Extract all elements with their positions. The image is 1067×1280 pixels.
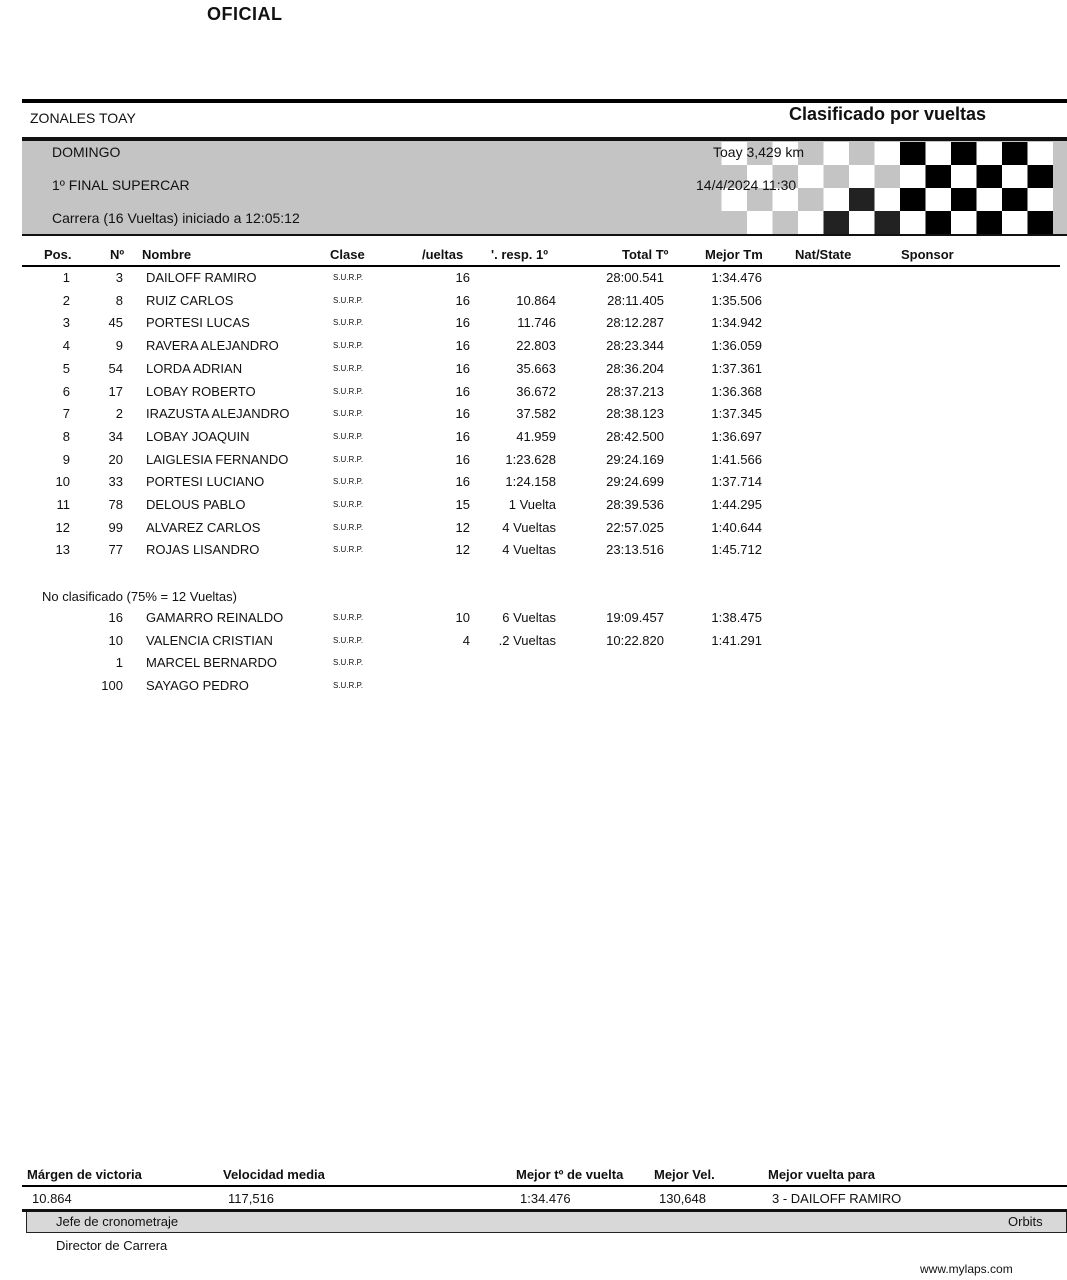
gap-cell: 1 Vuelta	[508, 497, 556, 512]
speed-label: Velocidad media	[223, 1167, 325, 1182]
laps-cell: 16	[455, 292, 470, 308]
table-row	[0, 452, 1067, 474]
flag-square	[875, 142, 901, 165]
driver-name-cell: LAIGLESIA FERNANDO	[146, 451, 289, 467]
gap-cell: 22.803	[516, 338, 556, 354]
flag-square	[926, 211, 952, 234]
total-time-cell: 23:13.516	[606, 542, 664, 558]
flag-square	[849, 188, 875, 211]
margin-label: Márgen de victoria	[27, 1167, 142, 1182]
class-cell: S.U.R.P.	[333, 500, 364, 509]
flag-square	[747, 211, 773, 234]
number-cell: 16	[108, 610, 123, 625]
flag-square	[875, 188, 901, 211]
flag-square	[798, 165, 824, 188]
flag-square	[1002, 142, 1028, 165]
flag-square	[977, 211, 1003, 234]
footer-divider	[22, 1185, 1067, 1187]
number-cell: 78	[108, 497, 123, 512]
driver-name-cell: PORTESI LUCAS	[146, 315, 250, 331]
total-time-cell: 28:38.123	[606, 406, 664, 422]
gap-cell: 10.864	[516, 292, 556, 308]
class-cell: S.U.R.P.	[333, 409, 364, 419]
best-lap-cell: 1:37.714	[711, 474, 762, 490]
timing-chief-label: Jefe de cronometraje	[56, 1214, 179, 1229]
flag-square	[900, 165, 926, 188]
table-row	[0, 542, 1067, 564]
col-header-best: Mejor Tm	[705, 247, 763, 262]
position-cell: 1	[62, 270, 70, 285]
flag-square	[900, 211, 926, 234]
col-header-name: Nombre	[142, 247, 192, 262]
laps-cell: 16	[455, 360, 470, 376]
position-cell: 3	[62, 315, 70, 331]
driver-name-cell: LOBAY ROBERTO	[146, 383, 256, 399]
table-row	[0, 293, 1067, 315]
flag-square	[977, 142, 1003, 165]
class-cell: S.U.R.P.	[333, 341, 364, 351]
laps-cell: 16	[455, 406, 470, 422]
table-row	[0, 361, 1067, 383]
laps-cell: 16	[455, 383, 470, 399]
best-lap-cell: 1:45.712	[711, 542, 762, 558]
position-cell: 12	[55, 519, 70, 535]
laps-cell: 16	[455, 315, 470, 331]
gap-cell: 1:24.158	[505, 474, 556, 490]
flag-square	[875, 211, 901, 234]
number-cell: 8	[115, 292, 123, 308]
class-cell: S.U.R.P.	[333, 658, 364, 668]
best-lap-cell: 1:34.476	[711, 270, 762, 285]
flag-square	[1002, 188, 1028, 211]
class-cell: S.U.R.P.	[333, 613, 364, 622]
laps-cell: 10	[455, 610, 470, 625]
speed-value: 117,516	[228, 1191, 275, 1206]
total-time-cell: 29:24.169	[606, 451, 664, 467]
gap-cell: .2 Vueltas	[498, 632, 556, 648]
col-header-laps: /ueltas	[422, 247, 464, 262]
official-stamp: OFICIAL	[207, 4, 283, 24]
flag-square	[900, 142, 926, 165]
driver-name-cell: ALVAREZ CARLOS	[146, 519, 261, 535]
number-cell: 1	[115, 655, 123, 671]
position-cell: 13	[55, 542, 70, 558]
col-header-num: Nº	[110, 247, 125, 262]
flag-square	[926, 165, 952, 188]
best-lap-cell: 1:36.368	[711, 383, 762, 399]
table-row	[0, 497, 1067, 519]
total-time-cell: 28:12.287	[606, 315, 664, 331]
gap-cell: 37.582	[516, 406, 556, 422]
laps-cell: 4	[462, 632, 470, 648]
number-cell: 77	[108, 542, 123, 558]
website-link[interactable]: www.mylaps.com	[920, 1262, 1013, 1276]
gap-cell: 35.663	[516, 360, 556, 376]
best-lap-cell: 1:44.295	[711, 497, 762, 512]
driver-name-cell: GAMARRO REINALDO	[146, 610, 284, 625]
number-cell: 17	[108, 383, 123, 399]
number-cell: 100	[101, 678, 123, 694]
position-cell: 2	[62, 292, 70, 308]
table-row	[0, 678, 1067, 700]
margin-value: 10.864	[32, 1191, 72, 1206]
col-header-sponsor: Sponsor	[901, 247, 954, 262]
position-cell: 10	[55, 474, 70, 490]
best-lap-label: Mejor tº de vuelta	[516, 1167, 624, 1182]
table-row	[0, 610, 1067, 632]
flag-square	[824, 188, 850, 211]
table-row	[0, 429, 1067, 451]
laps-cell: 15	[455, 497, 470, 512]
race-name: 1º FINAL SUPERCAR	[52, 177, 190, 193]
flag-square	[1028, 142, 1054, 165]
race-day: DOMINGO	[52, 144, 121, 160]
number-cell: 54	[108, 360, 123, 376]
table-row	[0, 633, 1067, 655]
class-cell: S.U.R.P.	[333, 363, 364, 373]
position-cell: 4	[62, 338, 70, 354]
driver-name-cell: MARCEL BERNARDO	[146, 655, 277, 671]
table-row	[0, 315, 1067, 337]
driver-name-cell: DAILOFF RAMIRO	[146, 270, 257, 285]
flag-square	[1002, 165, 1028, 188]
best-lap-cell: 1:34.942	[711, 315, 762, 331]
event-name: ZONALES TOAY	[30, 110, 136, 126]
flag-square	[849, 211, 875, 234]
table-row	[0, 520, 1067, 542]
driver-name-cell: LORDA ADRIAN	[146, 360, 243, 376]
driver-name-cell: PORTESI LUCIANO	[146, 474, 265, 490]
race-datetime: 14/4/2024 11:30	[696, 177, 797, 193]
gap-cell: 41.959	[516, 428, 556, 444]
table-row	[0, 338, 1067, 360]
flag-square	[951, 188, 977, 211]
laps-cell: 12	[455, 542, 470, 558]
class-cell: S.U.R.P.	[333, 477, 364, 487]
driver-name-cell: RUIZ CARLOS	[146, 292, 234, 308]
driver-name-cell: RAVERA ALEJANDRO	[146, 338, 279, 354]
total-time-cell: 28:39.536	[606, 497, 664, 512]
orbits-label: Orbits	[1008, 1214, 1043, 1229]
class-cell: S.U.R.P.	[333, 273, 364, 282]
best-lap-cell: 1:40.644	[711, 519, 762, 535]
position-cell: 11	[56, 497, 70, 512]
best-lap-cell: 1:37.345	[711, 406, 762, 422]
col-header-class: Clase	[330, 247, 365, 262]
total-time-cell: 10:22.820	[606, 632, 664, 648]
driver-name-cell: LOBAY JOAQUIN	[146, 428, 250, 444]
best-lap-for-value: 3 - DAILOFF RAMIRO	[772, 1191, 902, 1206]
gap-cell: 4 Vueltas	[502, 542, 556, 558]
class-cell: S.U.R.P.	[333, 318, 364, 328]
col-header-nat: Nat/State	[795, 247, 852, 262]
class-cell: S.U.R.P.	[333, 454, 364, 464]
best-lap-cell: 1:41.291	[711, 632, 762, 648]
classification-type: Clasificado por vueltas	[789, 104, 987, 124]
best-lap-value: 1:34.476	[520, 1191, 571, 1206]
table-row	[0, 655, 1067, 677]
number-cell: 3	[115, 270, 123, 285]
best-speed-label: Mejor Vel.	[654, 1167, 715, 1182]
table-row	[0, 384, 1067, 406]
race-director-label: Director de Carrera	[56, 1238, 168, 1253]
total-time-cell: 19:09.457	[606, 610, 664, 625]
class-cell: S.U.R.P.	[333, 545, 364, 555]
number-cell: 33	[108, 474, 123, 490]
best-lap-cell: 1:36.059	[711, 338, 762, 354]
best-lap-cell: 1:41.566	[711, 451, 762, 467]
class-cell: S.U.R.P.	[333, 522, 364, 532]
total-time-cell: 29:24.699	[606, 474, 664, 490]
total-time-cell: 28:23.344	[606, 338, 664, 354]
position-cell: 5	[62, 360, 70, 376]
number-cell: 45	[108, 315, 123, 331]
driver-name-cell: SAYAGO PEDRO	[146, 678, 249, 694]
position-cell: 6	[62, 383, 70, 399]
flag-square	[1002, 211, 1028, 234]
gap-cell: 6 Vueltas	[502, 610, 556, 625]
class-cell: S.U.R.P.	[333, 635, 364, 645]
number-cell: 20	[108, 451, 123, 467]
total-time-cell: 28:00.541	[606, 270, 664, 285]
total-time-cell: 28:36.204	[606, 360, 664, 376]
total-time-cell: 28:42.500	[606, 428, 664, 444]
best-lap-cell: 1:38.475	[711, 610, 762, 625]
position-cell: 7	[62, 406, 70, 422]
laps-cell: 16	[455, 474, 470, 490]
total-time-cell: 22:57.025	[606, 519, 664, 535]
laps-cell: 16	[455, 451, 470, 467]
class-cell: S.U.R.P.	[333, 681, 364, 691]
laps-cell: 12	[455, 519, 470, 535]
timing-chief-bar	[26, 1212, 1067, 1233]
best-speed-value: 130,648	[659, 1191, 706, 1206]
flag-square	[951, 211, 977, 234]
laps-cell: 16	[455, 428, 470, 444]
position-cell: 8	[62, 428, 70, 444]
driver-name-cell: IRAZUSTA ALEJANDRO	[146, 406, 290, 422]
number-cell: 99	[108, 519, 123, 535]
top-divider	[22, 99, 1067, 103]
gap-cell: 11.746	[517, 315, 556, 331]
flag-square	[926, 142, 952, 165]
col-header-pos: Pos.	[44, 247, 72, 262]
flag-square	[1028, 165, 1054, 188]
class-cell: S.U.R.P.	[333, 431, 364, 441]
best-lap-for-label: Mejor vuelta para	[768, 1167, 875, 1182]
gap-cell: 1:23.628	[505, 451, 556, 467]
flag-square	[977, 165, 1003, 188]
col-header-total: Total Tº	[622, 247, 669, 262]
flag-square	[951, 165, 977, 188]
flag-square	[900, 188, 926, 211]
number-cell: 2	[115, 406, 123, 422]
position-cell: 9	[62, 451, 70, 467]
number-cell: 34	[108, 428, 123, 444]
flag-square	[798, 211, 824, 234]
laps-cell: 16	[455, 338, 470, 354]
col-header-gap: '. resp. 1º	[491, 247, 548, 262]
driver-name-cell: VALENCIA CRISTIAN	[146, 632, 273, 648]
flag-square	[951, 142, 977, 165]
laps-cell: 16	[455, 270, 470, 285]
race-info: Carrera (16 Vueltas) iniciado a 12:05:12	[52, 210, 300, 226]
driver-name-cell: DELOUS PABLO	[146, 497, 246, 512]
class-cell: S.U.R.P.	[333, 386, 364, 396]
best-lap-cell: 1:35.506	[711, 292, 762, 308]
class-cell: S.U.R.P.	[333, 295, 364, 305]
flag-square	[926, 188, 952, 211]
table-row	[0, 270, 1067, 292]
table-row	[0, 474, 1067, 496]
best-lap-cell: 1:37.361	[711, 360, 762, 376]
flag-square	[824, 142, 850, 165]
not-classified-title: No clasificado (75% = 12 Vueltas)	[42, 589, 237, 604]
total-time-cell: 28:11.405	[607, 292, 664, 308]
gap-cell: 36.672	[516, 383, 556, 399]
flag-square	[977, 188, 1003, 211]
gap-cell: 4 Vueltas	[502, 519, 556, 535]
driver-name-cell: ROJAS LISANDRO	[146, 542, 260, 558]
number-cell: 10	[108, 632, 123, 648]
track-name: Toay 3,429 km	[713, 144, 805, 160]
best-lap-cell: 1:36.697	[711, 428, 762, 444]
number-cell: 9	[115, 338, 123, 354]
flag-square	[1028, 188, 1054, 211]
header-divider	[22, 265, 1060, 267]
flag-square	[824, 211, 850, 234]
table-row	[0, 406, 1067, 428]
flag-square	[1028, 211, 1054, 234]
total-time-cell: 28:37.213	[606, 383, 664, 399]
flag-square	[849, 165, 875, 188]
